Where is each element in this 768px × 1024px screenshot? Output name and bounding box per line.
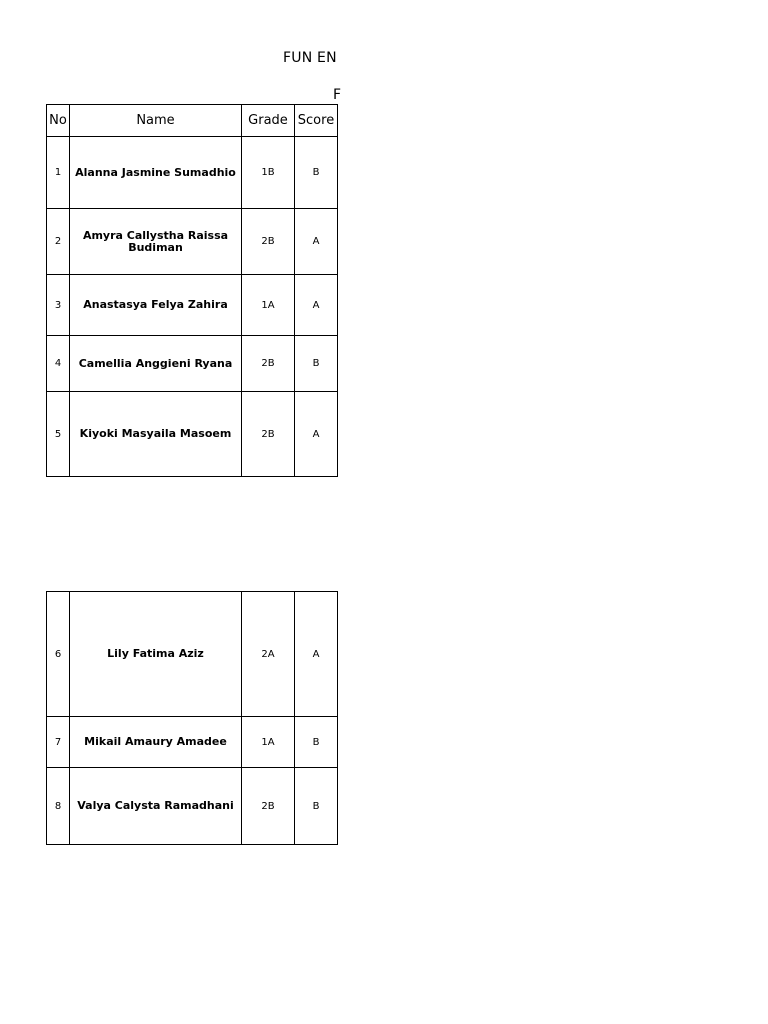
table-row [47,592,338,717]
table-row [47,392,338,477]
cell-grade: 1B [242,137,295,209]
cell-score: B [295,717,338,768]
cell-grade: 2B [242,209,295,275]
cell-name: Lily Fatima Aziz [70,592,242,717]
cell-name: Valya Calysta Ramadhani [70,768,242,845]
cell-score: B [295,137,338,209]
table-row [47,717,338,768]
header-grade: Grade [242,105,295,137]
cell-grade: 2A [242,592,295,717]
cell-grade: 1A [242,717,295,768]
cell-no: 2 [47,209,70,275]
table-row [47,209,338,275]
table-row [47,768,338,845]
cell-name: Anastasya Felya Zahira [70,275,242,336]
table-row [47,275,338,336]
cell-score: A [295,392,338,477]
cell-no: 4 [47,336,70,392]
header-no: No [47,105,70,137]
cell-score: B [295,768,338,845]
table-row [47,137,338,209]
cell-score: A [295,592,338,717]
cell-no: 7 [47,717,70,768]
cell-name: Camellia Anggieni Ryana [70,336,242,392]
cell-no: 1 [47,137,70,209]
cell-score: A [295,209,338,275]
cell-name: Mikail Amaury Amadee [70,717,242,768]
document-title: FUN EN [283,50,337,66]
cell-no: 6 [47,592,70,717]
table-row [47,336,338,392]
cell-no: 8 [47,768,70,845]
header-name: Name [70,105,242,137]
cell-name: Amyra Callystha Raissa Budiman [70,209,242,275]
cell-grade: 1A [242,275,295,336]
cell-no: 3 [47,275,70,336]
score-table-part-2 [46,591,338,845]
cell-score: A [295,275,338,336]
document-subtitle: F [333,87,342,103]
cell-grade: 2B [242,768,295,845]
cell-grade: 2B [242,392,295,477]
header-score: Score [295,105,338,137]
cell-name: Alanna Jasmine Sumadhio [70,137,242,209]
cell-no: 5 [47,392,70,477]
cell-grade: 2B [242,336,295,392]
table-header-row [47,105,338,137]
score-table-part-1 [46,104,338,477]
cell-name: Kiyoki Masyaila Masoem [70,392,242,477]
cell-score: B [295,336,338,392]
